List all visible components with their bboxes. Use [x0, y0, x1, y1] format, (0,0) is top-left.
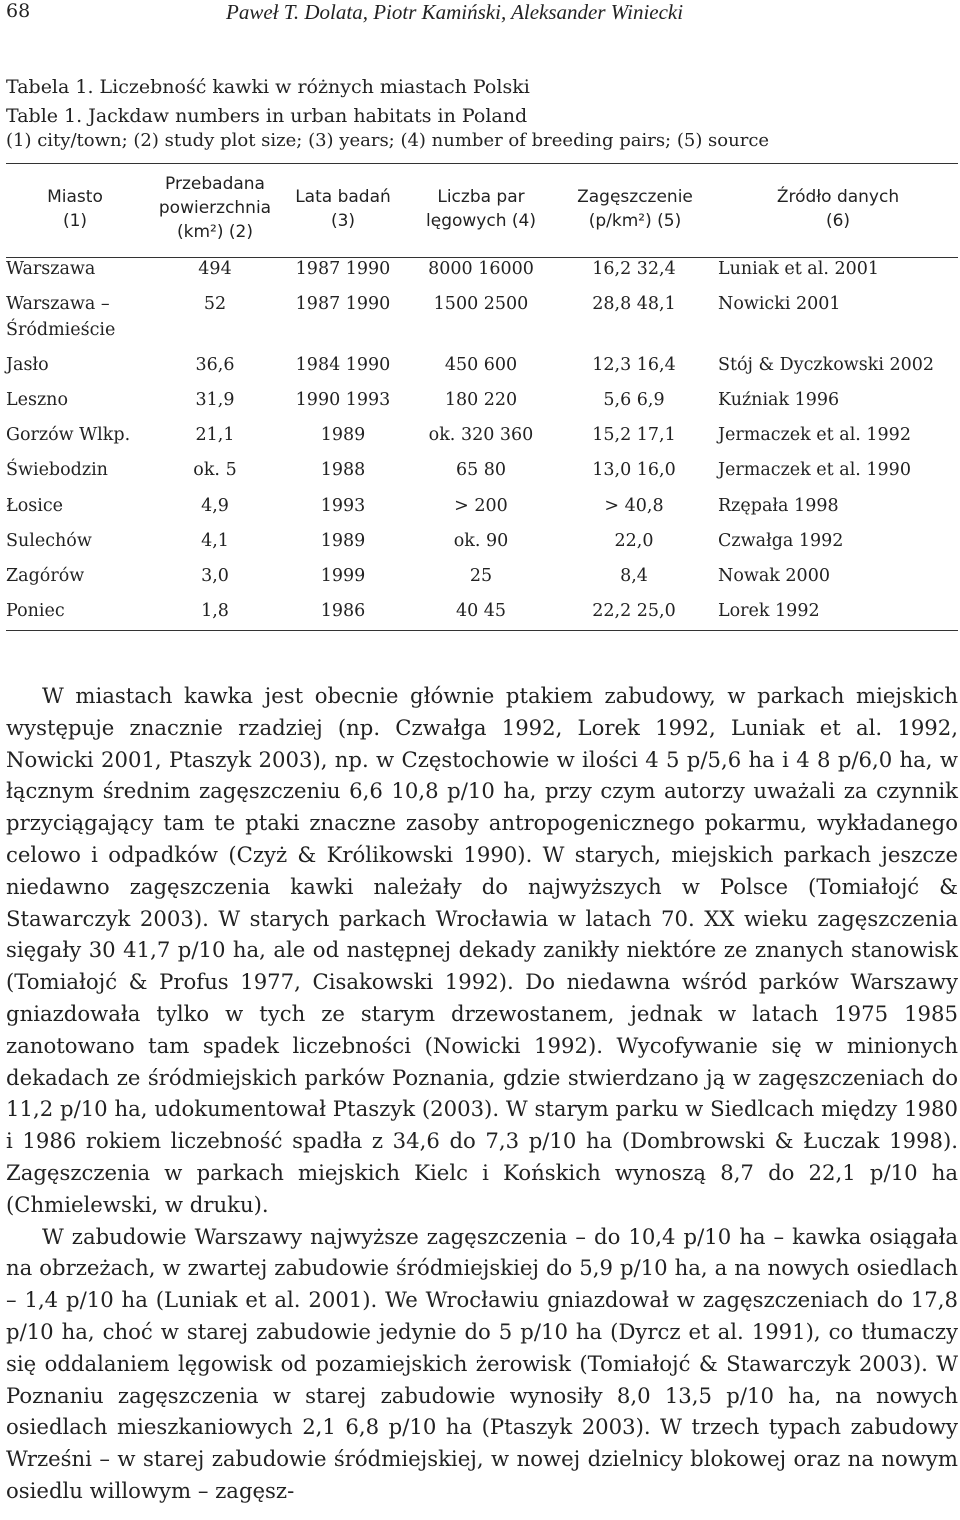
table-caption-pl: Tabela 1. Liczebność kawki w różnych miastach Polski: [6, 76, 530, 98]
body-text: [6, 680, 958, 1507]
header-area: Przebadana powierzchnia (km²) (2): [158, 174, 272, 242]
running-head-authors: Paweł T. Dolata, Piotr Kamiński, Aleksander Winiecki: [226, 0, 684, 24]
header-years: Lata badań (3): [295, 187, 391, 231]
page-header: [6, 0, 954, 30]
table-caption-en: Table 1. Jackdaw numbers in urban habitats in Poland: [6, 105, 528, 127]
body-paragraph: W miastach kawka jest obecnie głównie ptakiem zabudowy, w parkach miejskich występuje znacznie rzadziej (np. Czwałga 1992, Lorek 1992, Luniak et al. 1992, Nowicki 2001, Ptaszyk 2003), np. w Częstochowie w ilości 4 5 p/5,6 ha i 4 8 p/6,0 ha, w łącznym średnim zagęszczeniu 6,6 10,8 p/10 ha, przy czym autorzy uważali za czynnik przyciągający tam te ptaki znaczne zasoby antropogenicznego pokarmu, wykładanego celowo i odpadków (Czyż & Królikowski 1990). W starych, miejskich parkach jeszcze niedawno zagęszczenia kawki należały do najwyższych w Polsce (Tomiałojć & Stawarczyk 2003). W starych parkach Wrocławia w latach 70. XX wieku zagęszczenia sięgały 30 41,7 p/10 ha, ale od następnej dekady zanikły niektóre ze znanych stanowisk (Tomiałojć & Profus 1977, Cisakowski 1992). Do niedawna wśród parków Warszawy gniazdowała tylko w tych ze starym drzewostanem, jednak w latach 1975 1985 zanotowano tam spadek liczebności (Nowicki 1992). Wycofywanie się w minionych dekadach ze śródmiejskich parków Poznania, gdzie stwierdzano ją w zagęszczeniach do 11,2 p/10 ha, udokumentował Ptaszyk (2003). W starym parku w Siedlcach między 1980 i 1986 rokiem liczebność spadła z 34,6 do 7,3 p/10 ha (Dombrowski & Łuczak 1998). Zagęszczenia w parkach miejskich Kielc i Końskich wynoszą 8,7 do 22,1 p/10 ha (Chmielewski, w druku).: [6, 683, 958, 1217]
table-top-rule: [6, 163, 958, 164]
header-source: Źródło danych (6): [776, 187, 900, 231]
table-header-rule: [6, 257, 958, 258]
table-bottom-rule: [6, 630, 958, 631]
body-paragraph: W zabudowie Warszawy najwyższe zagęszczenia – do 10,4 p/10 ha – kawka osiągała na obrzeżach, w zwartej zabudowie śródmiejskiej do 5,9 p/10 ha, a na nowych osiedlach – 1,4 p/10 ha (Luniak et al. 2001). We Wrocławiu gniazdował w zagęszczeniach do 17,8 p/10 ha, choć w starej zabudowie jedynie do 5 p/10 ha (Dyrcz et al. 1991), co tłumaczy się oddalaniem lęgowisk od pozamiejskich żerowisk (Tomiałojć & Stawarczyk 2003). W Poznaniu zagęszczenia w starej zabudowie wynosiły 8,0 13,5 p/10 ha, na nowych osiedlach mieszkaniowych 2,1 6,8 p/10 ha (Ptaszyk 2003). W trzech typach zabudowy Wrześni – w starej zabudowie śródmiejskiej, w nowej dzielnicy blokowej oraz na nowym osiedlu willowym – zagęsz-: [6, 1223, 958, 1503]
header-density: Zagęszczenie (p/km²) (5): [577, 187, 693, 231]
header-pairs: Liczba par lęgowych (4): [426, 187, 536, 231]
table-caption-legend: (1) city/town; (2) study plot size; (3) years; (4) number of breeding pairs; (5) source: [6, 130, 770, 151]
page-number: 68: [6, 0, 31, 22]
header-city: Miasto (1): [47, 187, 103, 231]
